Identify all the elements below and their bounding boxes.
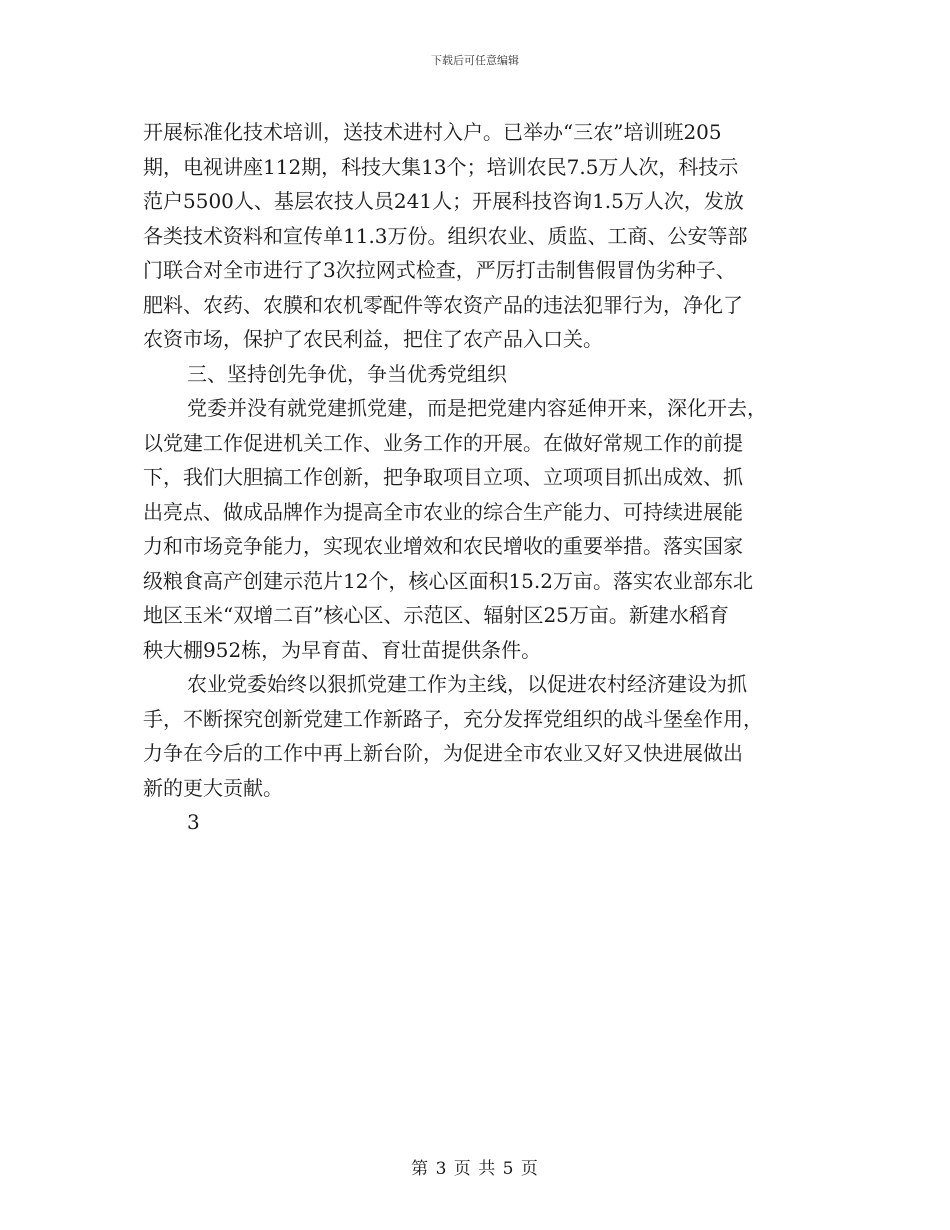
text-line: 地区玉米“双增二百”核心区、示范区、辐射区25万亩。新建水稻育	[143, 603, 729, 627]
text-line: 级粮食高产创建示范片12个，核心区面积15.2万亩。落实农业部东北	[143, 568, 753, 593]
document-body	[143, 115, 833, 840]
text-line: 党委并没有就党建抓党建，而是把党建内容延伸开来，深化开去，	[187, 396, 767, 420]
text-line: 开展标准化技术培训，送技术进村入户。已举办“三农”培训班205	[143, 120, 722, 144]
text-line: 出亮点、做成品牌作为提高全市农业的综合生产能力、可持续进展能	[143, 499, 743, 524]
text-line: 下，我们大胆搞工作创新，把争取项目立项、立项项目抓出成效、抓	[143, 465, 743, 489]
text-line: 秧大棚952栋，为早育苗、育壮苗提供条件。	[143, 637, 542, 662]
page-footer: 第 3 页 共 5 页	[411, 1159, 539, 1179]
text-line: 各类技术资料和宣传单11.3万份。组织农业、质监、工商、公安等部	[143, 223, 748, 248]
text-line: 3	[187, 810, 200, 834]
paragraph-party-building	[143, 391, 833, 667]
text-line: 手，不断探究创新党建工作新路子，充分发挥党组织的战斗堡垒作用，	[143, 706, 763, 731]
text-line: 期，电视讲座112期，科技大集13个；培训农民7.5万人次，科技示	[143, 154, 739, 179]
text-line: 农资市场，保护了农民利益，把住了农产品入口关。	[143, 327, 603, 351]
text-line: 门联合对全市进行了3次拉网式检查，严厉打击制售假冒伪劣种子、	[143, 258, 736, 282]
text-line: 力争在今后的工作中再上新台阶，为促进全市农业又好又快进展做出	[143, 741, 743, 765]
heading-text: 三、坚持创先争优，争当优秀党组织	[187, 361, 507, 386]
text-line: 新的更大贡献。	[143, 775, 283, 800]
page-header: 下载后可任意编辑	[431, 54, 519, 67]
text-line: 力和市场竞争能力，实现农业增效和农民增收的重要举措。落实国家	[143, 534, 743, 558]
text-line: 肥料、农药、农膜和农机零配件等农资产品的违法犯罪行为，净化了	[143, 292, 743, 317]
text-line: 农业党委始终以狠抓党建工作为主线，以促进农村经济建设为抓	[187, 672, 747, 696]
body-page-number	[143, 805, 833, 840]
text-line: 范户5500人、基层农技人员241人；开展科技咨询1.5万人次，发放	[143, 189, 744, 213]
section-heading	[143, 357, 833, 392]
paragraph-training	[143, 115, 833, 357]
text-line: 以党建工作促进机关工作、业务工作的开展。在做好常规工作的前提	[143, 430, 743, 455]
paragraph-conclusion	[143, 667, 833, 805]
